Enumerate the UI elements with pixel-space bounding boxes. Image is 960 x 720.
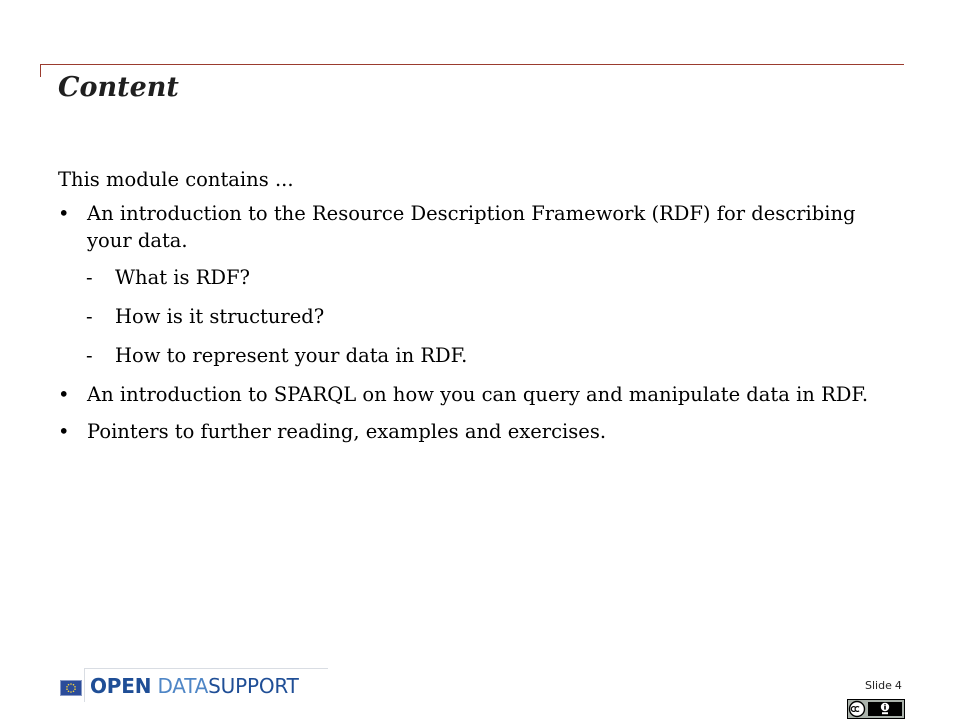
slide-title: Content	[58, 72, 179, 103]
bullet-item-pointers	[58, 418, 878, 445]
sub-item-text: How is it structured?	[115, 305, 325, 328]
slide-label: Slide	[865, 679, 892, 692]
sub-item-text: How to represent your data in RDF.	[115, 344, 468, 367]
slide-number	[865, 679, 902, 692]
logo-support-text: SUPPORT	[208, 674, 299, 698]
bullet-marker: •	[58, 202, 70, 225]
cc-by-icon	[847, 699, 905, 719]
slide-number-value: 4	[894, 679, 902, 692]
bullet-text: An introduction to the Resource Description Framework (RDF) for describing your data.	[87, 202, 856, 252]
logo-wordmark	[90, 673, 299, 699]
eu-flag-icon	[60, 680, 82, 696]
logo-open-text: OPEN	[90, 674, 152, 698]
title-rule-tick	[40, 64, 41, 77]
bullet-marker: •	[58, 420, 70, 443]
logo-frame-top	[84, 668, 328, 669]
sub-item-text: What is RDF?	[115, 266, 251, 289]
bullet-item-sparql	[58, 381, 878, 408]
bullet-text: An introduction to SPARQL on how you can query and manipulate data in RDF.	[87, 383, 869, 406]
dash-marker: -	[86, 266, 93, 289]
bullet-item-rdf	[58, 200, 878, 254]
sub-item-structure	[58, 303, 878, 330]
slide-content	[58, 166, 878, 455]
bullet-list	[58, 200, 878, 445]
bullet-marker: •	[58, 383, 70, 406]
logo-data-text: DATA	[157, 674, 209, 698]
bullet-text: Pointers to further reading, examples and exercises.	[87, 420, 607, 443]
open-data-support-logo	[56, 668, 328, 702]
title-rule	[40, 64, 904, 65]
logo-frame-left	[84, 668, 85, 702]
sub-item-represent	[58, 342, 878, 369]
sub-item-what-is-rdf	[58, 264, 878, 291]
intro-text: This module contains ...	[58, 168, 294, 191]
dash-marker: -	[86, 305, 93, 328]
dash-marker: -	[86, 344, 93, 367]
